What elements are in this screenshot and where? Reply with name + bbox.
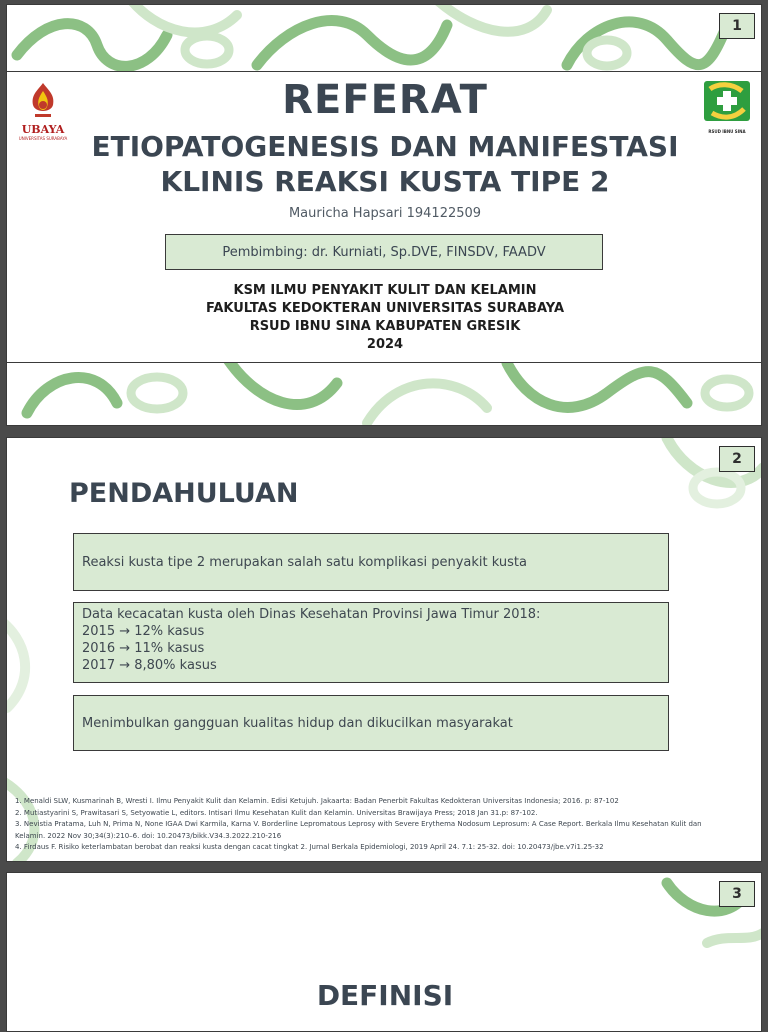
institution-line-1: KSM ILMU PENYAKIT KULIT DAN KELAMIN [233,283,537,298]
swirl-pattern-bottom [7,363,762,426]
intro-card-1-text: Reaksi kusta tipe 2 merupakan salah satu komplikasi penyakit kusta [82,554,527,570]
reference-item: Kelamin. 2022 Nov 30;34(3):210–6. doi: 10.20473/bikk.V34.3.2022.210-216 [15,831,282,840]
statistic-2016: 2016 → 11% kasus [82,641,205,656]
top-divider [7,71,762,72]
page-number-badge: 3 [719,881,755,907]
institution-line-3: RSUD IBNU SINA KABUPATEN GRESIK [249,319,521,334]
referat-title: REFERAT [282,77,488,123]
reference-item: 4. Firdaus F. Risiko keterlambatan berobat dan reaksi kusta dengan cacat tingkat 2. Jurnal Berkala Epidemiologi, 2019 April 24. 7.1: 25-32. doi: 10.20473/jbe.v7i1.25-32 [15,843,604,851]
intro-card-3 [73,695,669,751]
reference-list [15,796,757,854]
subtitle-line-2: KLINIS REAKSI KUSTA TIPE 2 [160,165,610,198]
ubaya-logo-text: UBAYA [21,123,65,136]
statistic-2017: 2017 → 8,80% kasus [82,658,217,673]
slide-1-title [6,4,762,426]
bottom-divider [7,362,762,363]
institution-year: 2024 [366,337,404,352]
statistics-heading: Data kecacatan kusta oleh Dinas Kesehatan Provinsi Jawa Timur 2018: [82,607,541,622]
rsud-logo-caption: RSUD IBNU SINA [708,129,746,134]
subtitle-line-1: ETIOPATOGENESIS DAN MANIFESTASI [91,130,679,163]
reference-item: 2. Mutiastyarini S, Prawitasari S, Setyowatie L, editors. Intisari Ilmu Kesehatan Kulit dan Kelamin. Universitas Brawijaya Press; 2018 Jan 31.p: 87-102. [15,808,538,817]
reference-item: 1. Menaldi SLW, Kusmarinah B, Wresti I. Ilmu Penyakit Kulit dan Kelamin. Edisi Ketujuh. Jakaarta: Badan Penerbit Fakultas Kedokteran Universitas Indonesia; 2016. p: 87-102 [15,797,619,805]
slide-3-definisi [6,872,762,1032]
ubaya-logo-caption: UNIVERSITAS SURABAYA [18,136,68,141]
intro-card-3-text: Menimbulkan gangguan kualitas hidup dan dikucilkan masyarakat [82,715,513,731]
page-number-badge: 1 [719,13,755,39]
section-heading: PENDAHULUAN [69,478,299,509]
intro-card-1 [73,533,669,591]
swirl-pattern-top [7,5,762,71]
supervisor-box [165,234,603,270]
slide-2-pendahuluan [6,437,762,862]
reference-item: 3. Nevistia Pratama, Luh N, Prima N, None IGAA Dwi Karmila, Karna V. Borderline Lepromatous Leprosy with Severe Erythema Nodosum Leprosum: A Case Report. Berkala Ilmu Kesehatan Kulit dan [15,820,702,828]
page-number-badge: 2 [719,446,755,472]
supervisor-text: Pembimbing: dr. Kurniati, Sp.DVE, FINSDV, FAADV [222,244,546,260]
intro-card-2 [73,602,669,683]
author-name: Mauricha Hapsari 194122509 [288,206,482,221]
institution-line-2: FAKULTAS KEDOKTERAN UNIVERSITAS SURABAYA [205,301,565,316]
section-heading: DEFINISI [316,979,454,1012]
statistic-2015: 2015 → 12% kasus [82,624,205,639]
